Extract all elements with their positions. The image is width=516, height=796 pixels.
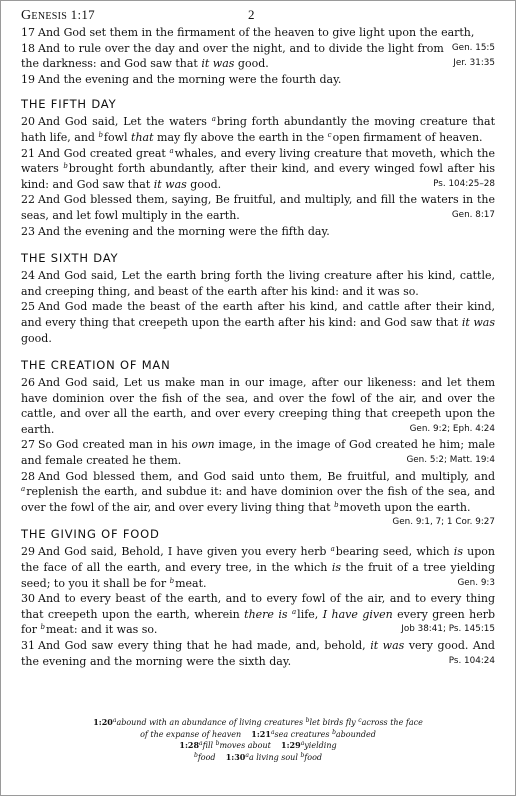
section-heading: THE GIVING OF FOOD [21,527,160,542]
cross-reference: Gen. 9:1, 7; 1 Cor. 9:27 [392,517,495,528]
footnote-marker: b [40,623,45,632]
verse [21,192,495,223]
verse-number: 25 [21,300,35,314]
verse-text: And God said, Let the earth bring forth the living creature after his kind, cattle, and creeping thing, and beast of the earth after his kind: and it was so. [21,269,495,298]
verse [21,41,495,72]
verse-text: upon the face of all the earth, and every tree, in the which [21,545,495,575]
footnote-marker: c [327,130,332,139]
verse-text: bearing seed, which [335,545,454,559]
footnote-marker: b [193,751,198,759]
verse-number: 22 [21,193,35,207]
footnote-line [21,717,495,729]
footnote-text: food [197,752,216,762]
verse-text: And to rule over the day and over the night, and to divide the light from the darkness: and God saw that [21,41,444,71]
footnote-text: a living soul [248,752,298,762]
verse [21,224,495,240]
italic-supplied-word: is [331,561,342,575]
verse-number: 27 [21,438,35,452]
cross-reference: Ps. 104:24 [448,655,495,666]
cross-reference: Jer. 31:35 [453,58,495,69]
verse-number: 31 [21,639,35,652]
footnote-marker: b [169,576,175,585]
footnote-spacer [216,753,226,762]
verse-text: And God blessed them, saying, Be fruitful, and multiply, and fill the waters in the seas, and let fowl multiply in the earth. [21,193,495,222]
footnote-marker: a [330,545,335,554]
footnotes [21,717,495,763]
footnote-marker: a [270,728,275,736]
cross-reference: Gen. 9:2; Eph. 4:24 [409,423,495,434]
footnote-marker: b [305,717,310,724]
verse-number: 24 [21,269,35,283]
verse-text: And God blessed them, and God said unto them, Be fruitful, and multiply, and [38,469,495,483]
verse-text: every green herb for [21,607,495,637]
verse-number: 23 [21,224,35,238]
section-heading: THE FIFTH DAY [21,97,117,112]
verse [21,469,495,528]
italic-supplied-word: it was [153,177,187,191]
footnote-text: fill [202,741,214,750]
verse-number: 30 [21,592,35,606]
cross-reference: Gen. 5:2; Matt. 19:4 [406,455,495,466]
footnote-marker: c [358,717,362,724]
verse-text: may fly above the earth in the [153,130,328,144]
footnote-text: yielding [304,741,337,750]
verse-text: brought forth abundantly, after their kind, and every winged fowl after his kind: and God saw that [21,162,495,191]
cross-reference: Gen. 15:5 [451,42,495,53]
running-head [21,7,495,25]
verse [21,268,495,299]
verse [21,544,495,591]
footnote-marker: a [199,740,203,747]
verse [21,375,495,437]
verse-text: And God said, Let the waters [38,115,212,129]
footnote-marker: a [291,607,297,616]
section-heading: THE CREATION OF MAN [21,358,171,373]
verse-number: 18 [21,41,35,55]
verse-number: 17 [21,26,35,39]
footnote-text: moves about [219,741,271,750]
verse-number: 21 [21,146,35,160]
italic-supplied-word: it was [461,315,495,329]
verse-text: And God created great [38,146,170,160]
footnote-reference: 1:20 [93,717,113,727]
footnote-marker: b [334,500,339,509]
verse-number: 20 [21,115,35,129]
footnote-marker: a [21,485,26,494]
running-head-reference [21,7,95,24]
verse-text: replenish the earth, and subdue it: and have dominion over the fish of the sea, and over the fowl of the air, and over every living thing that [21,485,495,514]
verse-text: And God said, Let us make man in our image, after our likeness: and let them have dominion over the fish of the sea, and over the fowl of the air, and over the cattle, and over all the earth, and over every creeping thing that creepeth upon the earth. [21,376,495,436]
verse [21,114,495,145]
verse-text: image, in the image of God created he him; male and female created he them. [21,438,495,468]
footnote-marker: b [300,751,305,759]
italic-supplied-word: there is [244,607,288,621]
footnote-marker: b [98,130,103,139]
verse-text: moveth upon the earth. [339,500,471,514]
verse [21,591,495,638]
running-head-chapter-verse: 1:17 [70,7,95,22]
footnote-text: food [304,752,323,762]
scripture-text [21,25,495,669]
verse [21,638,495,669]
verse-text: good. [21,331,52,345]
verse-number: 29 [21,545,35,559]
italic-supplied-word: it was [370,639,405,652]
footnote-text: sea creatures [274,729,330,739]
verse-text: So God created man in his [38,438,192,452]
italic-supplied-word: I have given [322,607,393,621]
verse [21,72,495,88]
footnote-line [21,752,495,764]
page-number: 2 [248,7,255,22]
cross-reference: Ps. 104:25–28 [433,178,495,189]
footnote-line [21,729,495,741]
italic-supplied-word: it was [201,57,235,71]
verse-text: the fruit of a tree yielding seed; to you it shall be for [21,561,495,590]
footnote-marker: a [211,115,216,124]
footnote-text: abounded [335,729,376,739]
verse-text: good. [234,57,269,71]
footnote-marker: b [215,740,220,747]
footnote-reference: 1:28 [179,740,200,750]
verse [21,437,495,468]
verse-number: 19 [21,72,35,86]
verse-text: And God saw every thing that he had made, and, behold, [38,639,371,652]
verse-text: very good. And the evening and the morning were the sixth day. [21,639,495,668]
verse-text: bring forth abundantly the moving creature that hath life, and [21,115,495,144]
verse-text: And God made the beast of the earth after his kind, and cattle after their kind, and every thing that creepeth upon the earth after his kind: and God saw that [21,300,495,329]
verse-text: And to every beast of the earth, and to every fowl of the air, and to every thing that creepeth upon the earth, wherein [21,592,495,621]
footnote-text: abound with an abundance of living creatures [116,718,304,727]
verse-text: good. [186,177,222,191]
footnote-marker: b [63,162,68,171]
footnote-text: let birds fly [309,718,356,727]
verse [21,146,495,193]
verse-text: whales, and every living creature that moveth, which the waters [21,146,495,176]
verse-text: And the evening and the morning were the fifth day. [38,224,330,238]
footnote-marker: a [300,740,305,747]
footnote-reference: 1:29 [281,740,301,750]
footnote-reference: 1:30 [225,751,246,762]
cross-reference: Job 38:41; Ps. 145:15 [401,624,495,635]
verse-text: life, [297,607,323,621]
verse-text: meat: and it was so. [45,623,158,637]
footnote-marker: a [245,751,249,759]
footnote-marker: a [169,146,174,155]
verse-text: open firmament of heaven. [332,130,483,144]
verse-text: And the evening and the morning were the fourth day. [38,72,342,86]
section-heading: THE SIXTH DAY [21,251,119,266]
verse-text: And God set them in the firmament of the heaven to give light upon the earth, [38,26,475,39]
verse-number: 26 [21,376,35,390]
italic-supplied-word: is [453,545,463,559]
footnote-marker: b [332,728,336,736]
verse-text: meat. [175,576,207,590]
footnote-reference: 1:21 [251,728,271,739]
footnote-line [21,740,495,752]
footnote-spacer [271,741,281,750]
verse-text: fowl [103,130,132,144]
running-head-book: Genesis [21,8,68,23]
italic-supplied-word: that [131,130,154,144]
cross-reference: Gen. 8:17 [451,209,495,220]
footnote-text: across the face [361,718,423,727]
cross-reference: Gen. 9:3 [457,577,495,588]
footnote-spacer [241,730,251,739]
verse-text: And God said, Behold, I have given you every herb [38,545,331,559]
italic-supplied-word: own [191,438,215,452]
footnote-text: of the expanse of heaven [140,729,242,739]
verse-number: 28 [21,469,35,483]
verse [21,299,495,346]
footnote-marker: a [112,717,117,724]
